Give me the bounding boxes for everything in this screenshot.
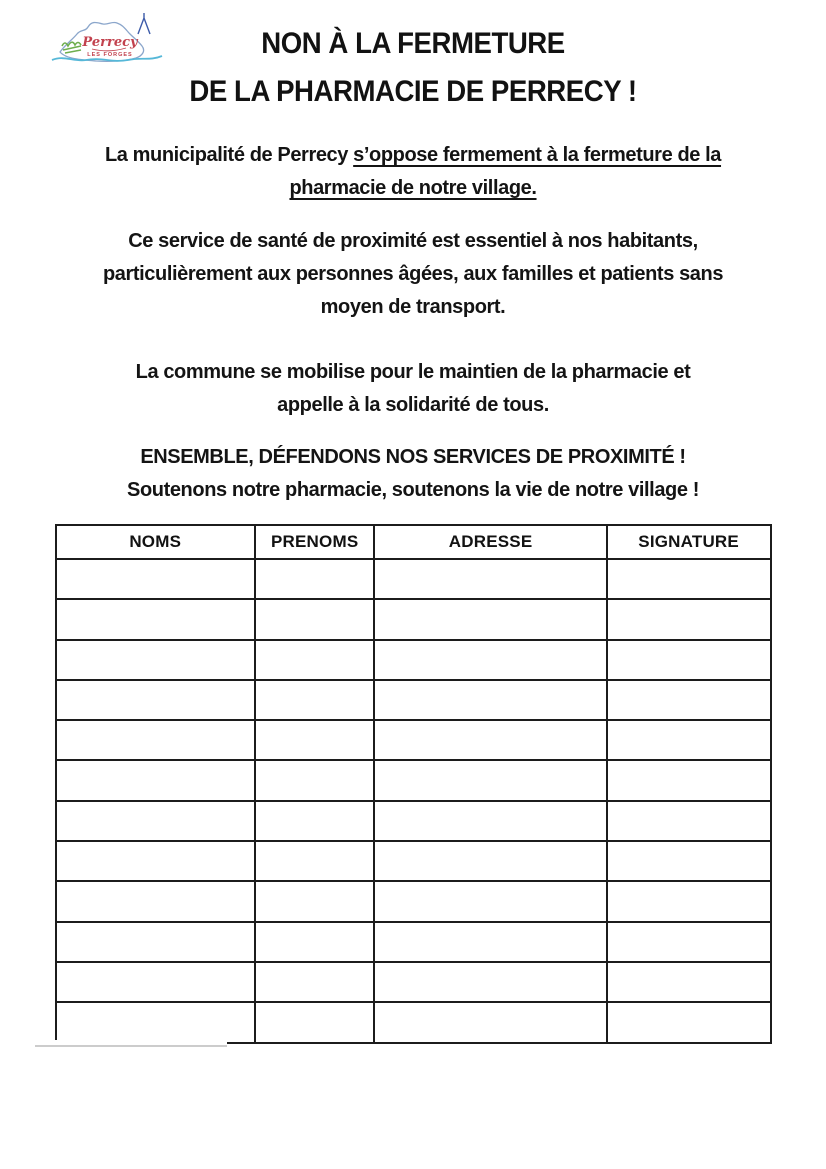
empty-cell-noms xyxy=(56,559,255,599)
signature-row xyxy=(56,680,771,720)
empty-cell-noms xyxy=(56,962,255,1002)
empty-cell-signature xyxy=(607,720,771,760)
intro-paragraph xyxy=(51,139,775,205)
signature-row xyxy=(56,559,771,599)
call-to-action xyxy=(51,441,775,507)
empty-cell-signature xyxy=(607,640,771,680)
empty-cell-prenoms xyxy=(255,640,374,680)
empty-cell-adresse xyxy=(374,922,606,962)
page-title xyxy=(33,0,793,116)
empty-cell-adresse xyxy=(374,760,606,800)
service-paragraph-line3: moyen de transport. xyxy=(320,296,506,318)
empty-cell-prenoms xyxy=(255,760,374,800)
signature-table xyxy=(55,524,772,1044)
empty-cell-prenoms xyxy=(255,1002,374,1042)
column-header-adresse: ADRESSE xyxy=(374,525,606,559)
empty-cell-signature xyxy=(607,680,771,720)
signature-row xyxy=(56,962,771,1002)
signature-table-body xyxy=(56,559,771,1043)
service-paragraph-line2: particulièrement aux personnes âgées, aux familles et patients sans xyxy=(102,263,724,285)
empty-cell-signature xyxy=(607,1002,771,1042)
empty-cell-noms xyxy=(56,881,255,921)
call-to-action-line2: Soutenons notre pharmacie, soutenons la vie de notre village ! xyxy=(127,479,699,501)
empty-cell-signature xyxy=(607,801,771,841)
commune-paragraph xyxy=(51,356,775,422)
empty-cell-adresse xyxy=(374,962,606,1002)
empty-cell-adresse xyxy=(374,720,606,760)
service-paragraph-line1: Ce service de santé de proximité est essentiel à nos habitants, xyxy=(128,230,698,252)
empty-cell-signature xyxy=(607,841,771,881)
commune-paragraph-line1: La commune se mobilise pour le maintien de la pharmacie et xyxy=(135,361,691,383)
intro-underlined-text-line2: pharmacie de notre village. xyxy=(289,177,537,199)
empty-cell-prenoms xyxy=(255,680,374,720)
signature-row xyxy=(56,640,771,680)
signature-row xyxy=(56,720,771,760)
empty-cell-adresse xyxy=(374,559,606,599)
empty-cell-prenoms xyxy=(255,881,374,921)
signature-row xyxy=(56,1002,771,1042)
empty-cell-adresse xyxy=(374,801,606,841)
empty-cell-adresse xyxy=(374,599,606,639)
empty-cell-prenoms xyxy=(255,720,374,760)
empty-cell-noms xyxy=(56,680,255,720)
signature-row xyxy=(56,881,771,921)
signature-table-wrapper xyxy=(55,524,772,1044)
empty-cell-prenoms xyxy=(255,922,374,962)
empty-cell-noms xyxy=(56,599,255,639)
page-title-line2: DE LA PHARMACIE DE PERRECY ! xyxy=(189,75,637,108)
signature-row xyxy=(56,760,771,800)
signature-row xyxy=(56,922,771,962)
empty-cell-prenoms xyxy=(255,801,374,841)
intro-normal-text: La municipalité de Perrecy xyxy=(104,144,354,166)
signature-row xyxy=(56,841,771,881)
empty-cell-signature xyxy=(607,922,771,962)
call-to-action-line1: ENSEMBLE, DÉFENDONS NOS SERVICES DE PROXIMITÉ ! xyxy=(140,446,686,468)
intro-underlined-text-line1: s’oppose fermement à la fermeture de la xyxy=(353,144,722,166)
scan-artifact xyxy=(35,1040,227,1047)
empty-cell-noms xyxy=(56,922,255,962)
empty-cell-adresse xyxy=(374,1002,606,1042)
signature-table-header-row xyxy=(56,525,771,559)
empty-cell-noms xyxy=(56,720,255,760)
logo-commune-name: Perrecy xyxy=(82,35,138,50)
empty-cell-noms xyxy=(56,760,255,800)
commune-paragraph-line2: appelle à la solidarité de tous. xyxy=(277,394,549,416)
empty-cell-signature xyxy=(607,760,771,800)
empty-cell-prenoms xyxy=(255,599,374,639)
empty-cell-signature xyxy=(607,881,771,921)
column-header-noms: NOMS xyxy=(56,525,255,559)
empty-cell-adresse xyxy=(374,640,606,680)
signature-row xyxy=(56,599,771,639)
empty-cell-noms xyxy=(56,640,255,680)
empty-cell-adresse xyxy=(374,680,606,720)
empty-cell-prenoms xyxy=(255,841,374,881)
empty-cell-signature xyxy=(607,962,771,1002)
empty-cell-signature xyxy=(607,599,771,639)
empty-cell-adresse xyxy=(374,841,606,881)
page-title-line1: NON À LA FERMETURE xyxy=(261,27,565,60)
empty-cell-prenoms xyxy=(255,962,374,1002)
service-paragraph xyxy=(51,225,775,324)
empty-cell-noms xyxy=(56,841,255,881)
empty-cell-noms xyxy=(56,801,255,841)
empty-cell-noms xyxy=(56,1002,255,1042)
column-header-signature: SIGNATURE xyxy=(607,525,771,559)
empty-cell-prenoms xyxy=(255,559,374,599)
signature-row xyxy=(56,801,771,841)
empty-cell-signature xyxy=(607,559,771,599)
column-header-prenoms: PRENOMS xyxy=(255,525,374,559)
empty-cell-adresse xyxy=(374,881,606,921)
logo-commune-subname: LES FORGES xyxy=(87,52,133,58)
